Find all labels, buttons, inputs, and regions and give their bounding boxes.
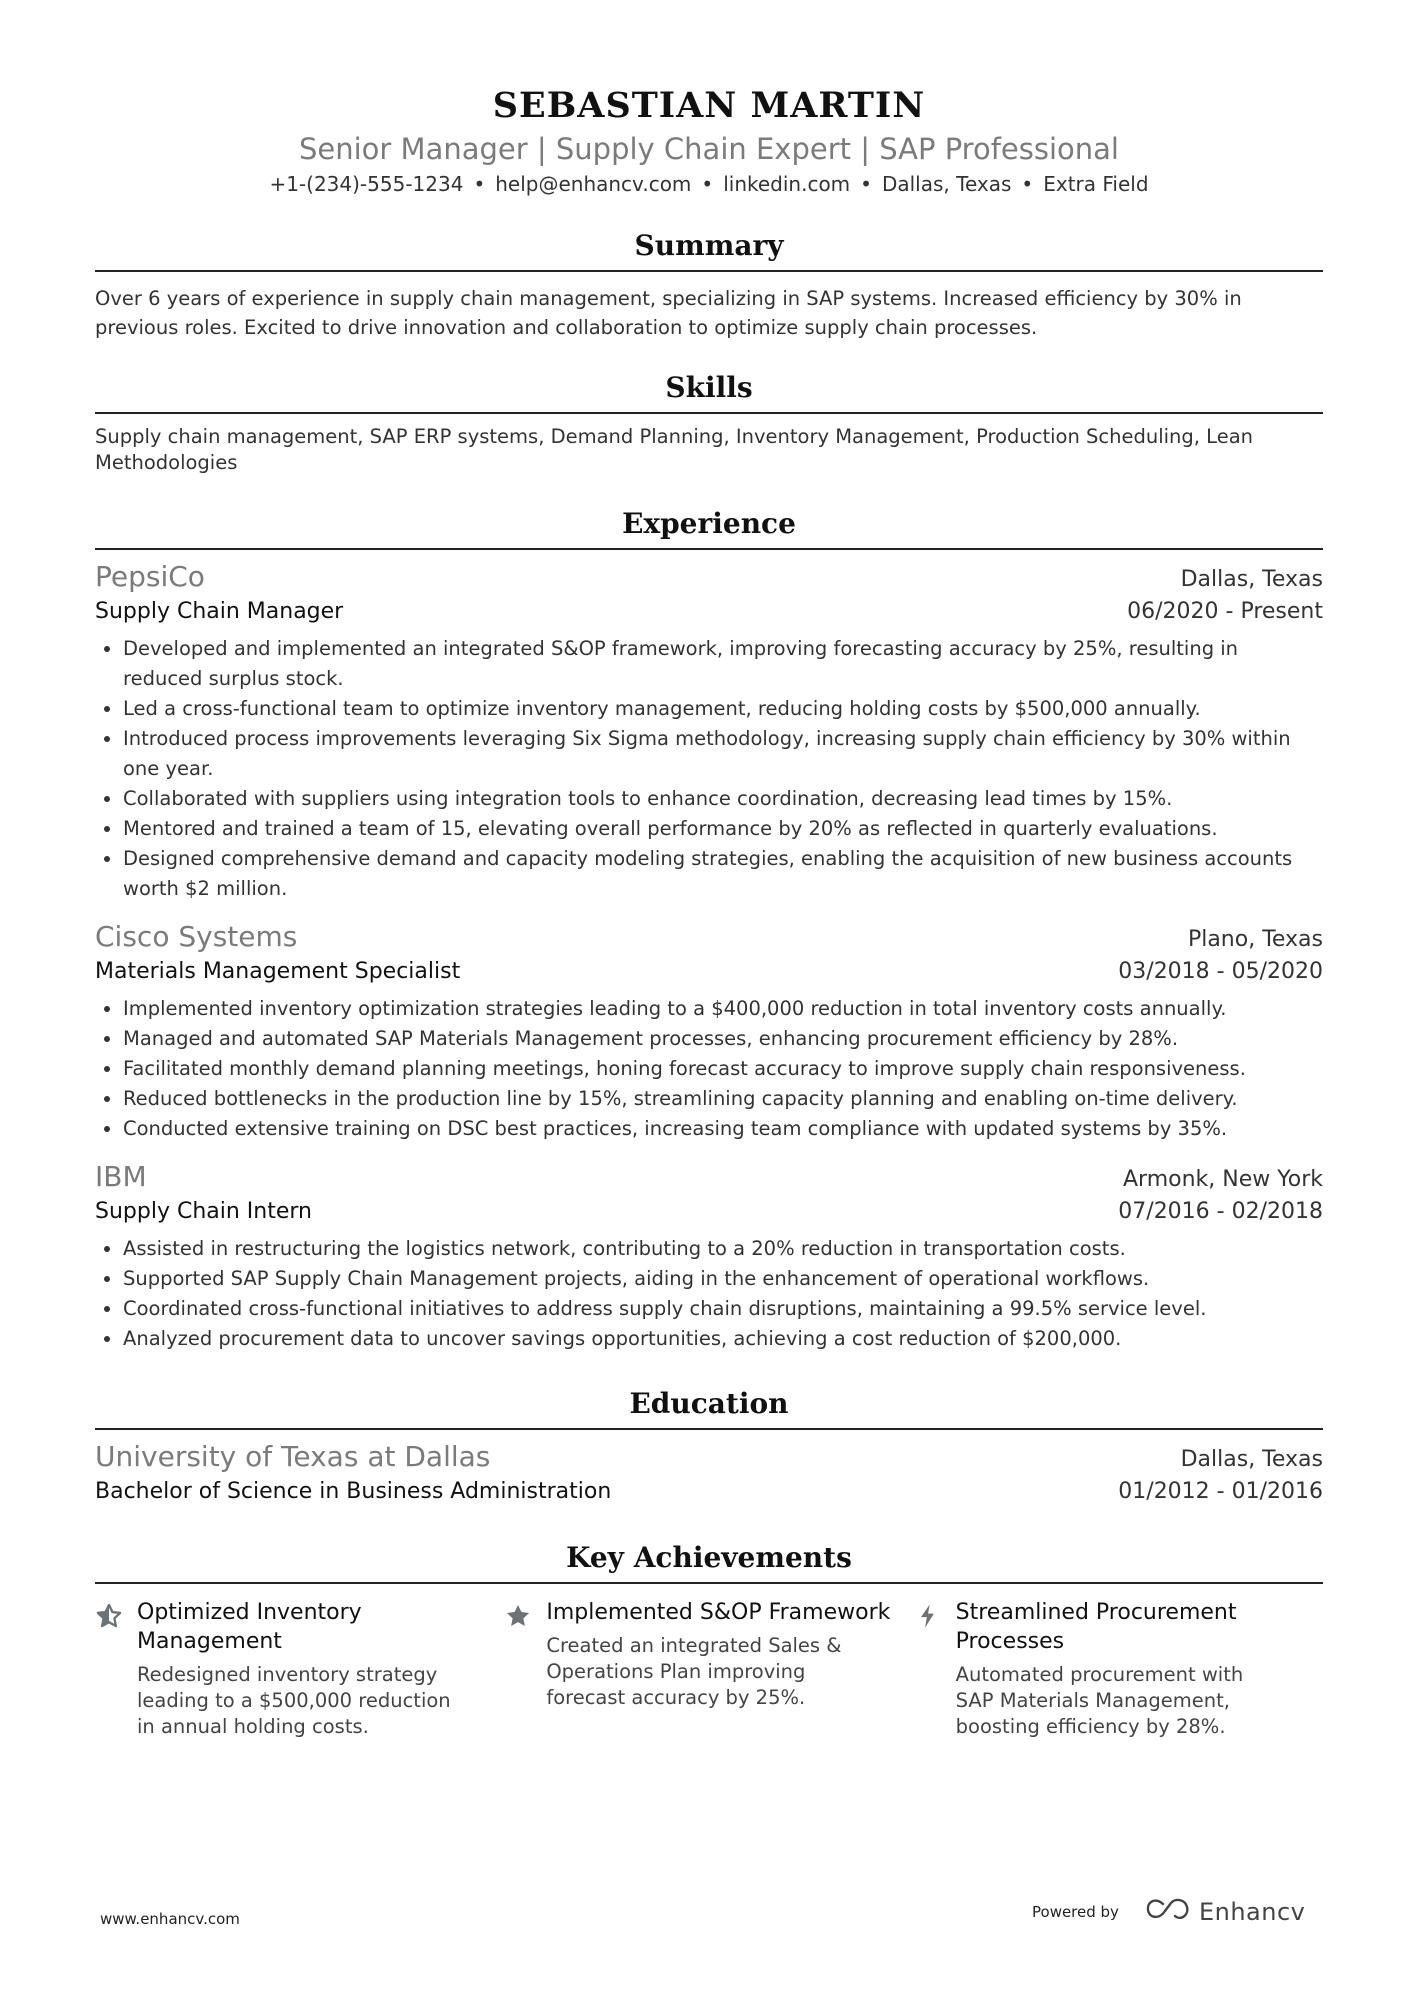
company-name: IBM [95,1160,147,1193]
bullet-item: • Introduced process improvements leveraging Six Sigma methodology, increasing supply chain efficiency by 30% within one year. [123,724,1323,784]
email[interactable]: help@enhancv.com [495,172,692,196]
bullet-item: • Implemented inventory optimization strategies leading to a $400,000 reduction in total inventory costs annually. [123,994,1323,1024]
lightning-icon [914,1598,956,1740]
contact-line: +1-(234)-555-1234 • help@enhancv.com • linkedin.com • Dallas, Texas • Extra Field [269,172,1149,196]
achievements-grid [95,1598,1323,1740]
bullet-item: • Analyzed procurement data to uncover savings opportunities, achieving a cost reduction of $200,000. [123,1324,1323,1354]
job-location: Dallas, Texas [1180,567,1323,592]
education-dates: 01/2012 - 01/2016 [1118,1479,1323,1504]
candidate-name: SEBASTIAN MARTIN [492,85,926,126]
job-role: Supply Chain Intern [95,1199,312,1224]
job-entry [95,1158,1323,1354]
section-title: Summary [634,229,784,262]
achievement-title: Streamlined Procurement Processes [955,1600,1237,1654]
section-title: Education [629,1387,789,1420]
job-location: Armonk, New York [1122,1167,1323,1192]
school-name: University of Texas at Dallas [95,1440,491,1473]
achievement-desc: Redesigned inventory strategy leading to a $500,000 reduction in annual holding costs. [137,1663,451,1738]
job-role: Materials Management Specialist [95,959,461,984]
bullet-item: • Collaborated with suppliers using integration tools to enhance coordination, decreasing lead times by 15%. [123,784,1323,814]
bullet-item: • Developed and implemented an integrated S&OP framework, improving forecasting accuracy by 25%, resulting in reduced surplus stock. [123,634,1323,694]
job-bullets [95,1234,1323,1354]
star-icon [504,1598,546,1740]
phone: +1-(234)-555-1234 [269,172,464,196]
summary-section [95,226,1323,342]
experience-section [95,504,1323,1354]
footer-website[interactable]: www.enhancv.com [100,1910,240,1928]
bullet-item: • Led a cross-functional team to optimize inventory management, reducing holding costs by $500,000 annually. [123,694,1323,724]
achievement-title: Implemented S&OP Framework [546,1600,891,1625]
company-name: PepsiCo [95,560,205,593]
bullet-item: • Assisted in restructuring the logistics network, contributing to a 20% reduction in transportation costs. [123,1234,1323,1264]
achievement-item [95,1598,504,1740]
powered-by-label: Powered by [1032,1903,1119,1921]
education-entry [95,1438,1323,1508]
job-role: Supply Chain Manager [95,599,344,624]
section-title: Skills [665,371,753,404]
job-entry [95,918,1323,1144]
location: Dallas, Texas [881,172,1012,196]
job-dates: 07/2016 - 02/2018 [1118,1199,1323,1224]
divider [95,548,1323,550]
skills-section [95,368,1323,476]
divider [95,412,1323,414]
achievement-desc: Created an integrated Sales & Operations Plan improving forecast accuracy by 25%. [546,1634,842,1709]
brand-name: Enhancv [1198,1898,1306,1926]
achievement-desc: Automated procurement with SAP Materials Management, boosting efficiency by 28%. [955,1663,1244,1738]
section-title: Key Achievements [566,1541,852,1574]
bullet-item: • Designed comprehensive demand and capacity modeling strategies, enabling the acquisition of new business accounts worth $2 million. [123,844,1323,904]
summary-text: Over 6 years of experience in supply chain management, specializing in SAP systems. Increased efficiency by 30% in previous roles. Excited to drive innovation and collaboration to optimize supply chain processes. [95,287,1242,339]
bullet-item: • Conducted extensive training on DSC best practices, increasing team compliance with updated systems by 35%. [123,1114,1323,1144]
school-location: Dallas, Texas [1180,1447,1323,1472]
job-bullets [95,994,1323,1144]
bullet-item: • Supported SAP Supply Chain Management projects, aiding in the enhancement of operational workflows. [123,1264,1323,1294]
job-entry [95,558,1323,904]
resume-page [95,82,1323,1740]
bullet-item: • Coordinated cross-functional initiatives to address supply chain disruptions, maintaining a 99.5% service level. [123,1294,1323,1324]
achievements-section [95,1538,1323,1740]
extra-field: Extra Field [1043,172,1149,196]
company-name: Cisco Systems [95,920,298,953]
job-dates: 03/2018 - 05/2020 [1118,959,1323,984]
bullet-item: • Managed and automated SAP Materials Management processes, enhancing procurement efficiency by 28%. [123,1024,1323,1054]
achievement-title: Optimized Inventory Management [137,1600,362,1654]
section-title: Experience [622,507,796,540]
job-dates: 06/2020 - Present [1127,599,1323,624]
achievement-item [914,1598,1323,1740]
job-bullets [95,634,1323,904]
degree: Bachelor of Science in Business Administration [95,1479,612,1504]
bullet-item: • Facilitated monthly demand planning meetings, honing forecast accuracy to improve supply chain responsiveness. [123,1054,1323,1084]
achievement-item [504,1598,913,1740]
education-section [95,1384,1323,1508]
star-outline-icon [95,1598,137,1740]
skills-text: Supply chain management, SAP ERP systems, Demand Planning, Inventory Management, Production Scheduling, Lean Methodologies [95,425,1254,474]
bullet-item: • Reduced bottlenecks in the production line by 15%, streamlining capacity planning and enabling on-time delivery. [123,1084,1323,1114]
bullet-item: • Mentored and trained a team of 15, elevating overall performance by 20% as reflected in quarterly evaluations. [123,814,1323,844]
divider [95,1582,1323,1584]
enhancv-logo-icon [1145,1898,1191,1926]
candidate-title: Senior Manager | Supply Chain Expert | SAP Professional [298,132,1119,166]
divider [95,270,1323,272]
divider [95,1428,1323,1430]
job-location: Plano, Texas [1187,927,1323,952]
footer-branding [1032,1898,1305,1926]
linkedin[interactable]: linkedin.com [723,172,851,196]
